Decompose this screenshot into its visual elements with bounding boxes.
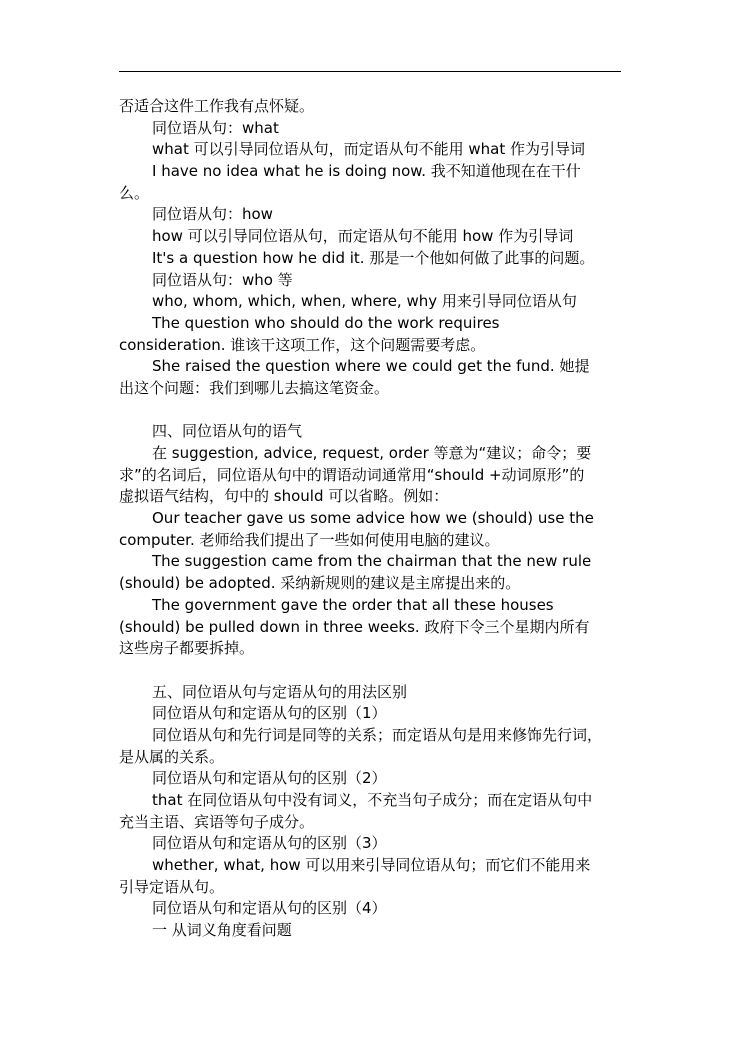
- text-line: 同位语从句和定语从句的区别（1）: [152, 704, 387, 723]
- text-line: I have no idea what he is doing now. 我不知道他现在在干什: [152, 162, 581, 181]
- text-line: 同位语从句和先行词是同等的关系；而定语从句是用来修饰先行词，: [152, 725, 603, 744]
- text-line: whether, what, how 可以用来引导同位语从句；而它们不能用来: [152, 856, 591, 875]
- text-line: 同位语从句和定语从句的区别（2）: [152, 769, 387, 788]
- text-line: 么。: [119, 183, 150, 202]
- text-line: 四、同位语从句的语气: [152, 422, 303, 441]
- text-line: The suggestion came from the chairman that the new rule: [152, 552, 592, 571]
- text-line: 同位语从句：how: [152, 205, 273, 224]
- text-line: 一 从词义角度看问题: [152, 921, 292, 940]
- text-line: how 可以引导同位语从句，而定语从句不能用 how 作为引导词: [152, 227, 574, 246]
- text-line: 引导定语从句。: [119, 877, 225, 896]
- text-line: The question who should do the work requires: [152, 313, 500, 332]
- blank-line: [119, 400, 625, 422]
- text-line: It's a question how he did it. 那是一个他如何做了此事的问题。: [152, 248, 595, 267]
- text-line: 充当主语、宾语等句子成分。: [119, 812, 315, 831]
- text-line: (should) be pulled down in three weeks. 政府下令三个星期内所有: [119, 617, 590, 636]
- text-line: 在 suggestion, advice, request, order 等意为“建议；命令；要: [152, 444, 592, 462]
- text-line: 同位语从句和定语从句的区别（3）: [152, 834, 387, 853]
- text-line: Our teacher gave us some advice how we (should) use the: [152, 509, 594, 528]
- blank-line: [119, 660, 625, 682]
- text-line: computer. 老师给我们提出了一些如何使用电脑的建议。: [119, 530, 500, 549]
- text-line: 同位语从句和定语从句的区别（4）: [152, 899, 387, 918]
- text-line: 同位语从句：what: [152, 118, 279, 137]
- text-line: 求”的名词后，同位语从句中的谓语动词通常用“should +动词原形”的: [119, 465, 585, 484]
- document-body: [119, 96, 625, 942]
- text-line: 五、同位语从句与定语从句的用法区别: [152, 682, 408, 701]
- text-line: 否适合这件工作我有点怀疑。: [119, 97, 315, 115]
- text-line: 同位语从句：who 等: [152, 270, 293, 289]
- text-line: 虚拟语气结构，句中的 should 可以省略。例如：: [119, 487, 449, 506]
- text-line: The government gave the order that all these houses: [152, 595, 554, 614]
- text-line: consideration. 谁该干这项工作，这个问题需要考虑。: [119, 335, 486, 354]
- text-line: what 可以引导同位语从句，而定语从句不能用 what 作为引导词: [152, 140, 586, 159]
- text-line: 出这个问题：我们到哪儿去搞这笔资金。: [119, 378, 390, 397]
- text-line: (should) be adopted. 采纳新规则的建议是主席提出来的。: [119, 574, 521, 593]
- page-header-rule: [119, 71, 621, 72]
- text-line: She raised the question where we could get the fund. 她提: [152, 357, 590, 376]
- text-line: that 在同位语从句中没有词义，不充当句子成分；而在定语从句中: [152, 791, 593, 809]
- text-line: 这些房子都要拆掉。: [119, 639, 255, 658]
- text-line: who, whom, which, when, where, why 用来引导同位语从句: [152, 292, 577, 311]
- text-line: 是从属的关系。: [119, 747, 225, 766]
